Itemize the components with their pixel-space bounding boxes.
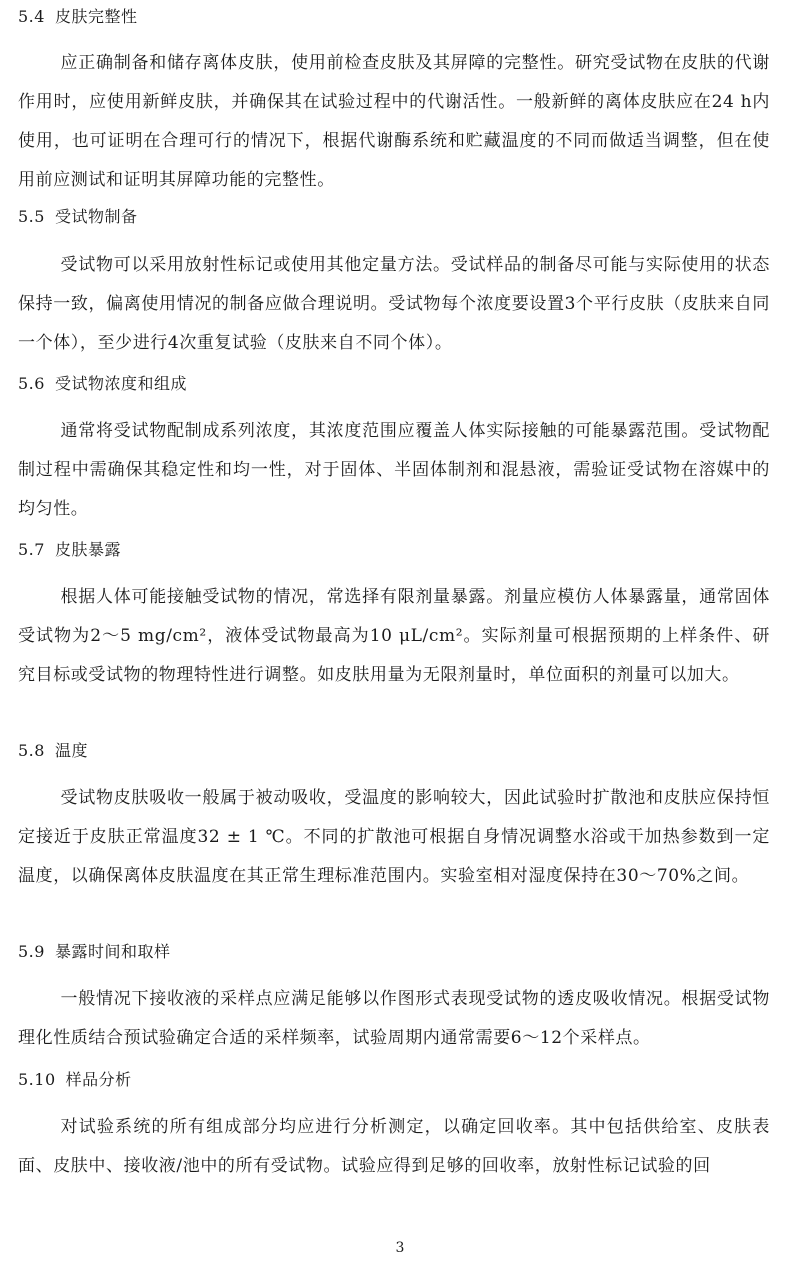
section-paragraph-5-4: 应正确制备和储存离体皮肤，使用前检查皮肤及其屏障的完整性。研究受试物在皮肤的代谢作用时，应使用新鲜皮肤，并确保其在试验过程中的代谢活性。一般新鲜的离体皮肤应在24 h内使用，也可证明在合理可行的情况下，根据代谢酶系统和贮藏温度的不同而做适当调整，但在使用前应测试和证明其屏障功能的完整性。 [18, 53, 770, 190]
section-number: 5.10 [18, 1070, 56, 1089]
section-heading-5-10 [18, 1070, 132, 1090]
section-number: 5.9 [18, 942, 45, 961]
section-heading-5-9 [18, 942, 170, 962]
section-heading-5-7 [18, 540, 121, 560]
section-number: 5.5 [18, 207, 45, 226]
section-paragraph-5-10: 对试验系统的所有组成部分均应进行分析测定，以确定回收率。其中包括供给室、皮肤表面、皮肤中、接收液/池中的所有受试物。试验应得到足够的回收率，放射性标记试验的回 [18, 1117, 770, 1176]
section-title: 受试物浓度和组成 [54, 374, 187, 393]
section-title: 样品分析 [65, 1070, 132, 1089]
section-paragraph-5-8: 受试物皮肤吸收一般属于被动吸收，受温度的影响较大，因此试验时扩散池和皮肤应保持恒定接近于皮肤正常温度32 ± 1 ℃。不同的扩散池可根据自身情况调整水浴或干加热参数到一定温度，以确保离体皮肤温度在其正常生理标准范围内。实验室相对湿度保持在30～70%之间。 [18, 788, 770, 886]
section-paragraph-5-9: 一般情况下接收液的采样点应满足能够以作图形式表现受试物的透皮吸收情况。根据受试物理化性质结合预试验确定合适的采样频率，试验周期内通常需要6～12个采样点。 [18, 989, 770, 1048]
section-paragraph-5-6: 通常将受试物配制成系列浓度，其浓度范围应覆盖人体实际接触的可能暴露范围。受试物配制过程中需确保其稳定性和均一性，对于固体、半固体制剂和混悬液，需验证受试物在溶媒中的均匀性。 [18, 421, 770, 519]
section-heading-5-5 [18, 207, 137, 227]
section-number: 5.4 [18, 7, 45, 26]
section-title: 温度 [54, 741, 88, 760]
section-number: 5.7 [18, 540, 45, 559]
section-paragraph-5-7: 根据人体可能接触受试物的情况，常选择有限剂量暴露。剂量应模仿人体暴露量，通常固体受试物为2～5 mg/cm²，液体受试物最高为10 μL/cm²。实际剂量可根据预期的上样条件、研究目标或受试物的物理特性进行调整。如皮肤用量为无限剂量时，单位面积的剂量可以加大。 [18, 587, 770, 685]
section-title: 暴露时间和取样 [54, 942, 171, 961]
section-number: 5.8 [18, 741, 45, 760]
section-title: 皮肤暴露 [54, 540, 121, 559]
section-heading-5-6 [18, 374, 187, 394]
section-title: 皮肤完整性 [54, 7, 138, 26]
section-heading-5-8 [18, 741, 88, 761]
section-title: 受试物制备 [54, 207, 138, 226]
section-number: 5.6 [18, 374, 45, 393]
page-number: 3 [395, 1240, 405, 1256]
section-heading-5-4 [18, 7, 137, 27]
section-paragraph-5-5: 受试物可以采用放射性标记或使用其他定量方法。受试样品的制备尽可能与实际使用的状态保持一致，偏离使用情况的制备应做合理说明。受试物每个浓度要设置3个平行皮肤（皮肤来自同一个体），至少进行4次重复试验（皮肤来自不同个体）。 [18, 255, 770, 353]
